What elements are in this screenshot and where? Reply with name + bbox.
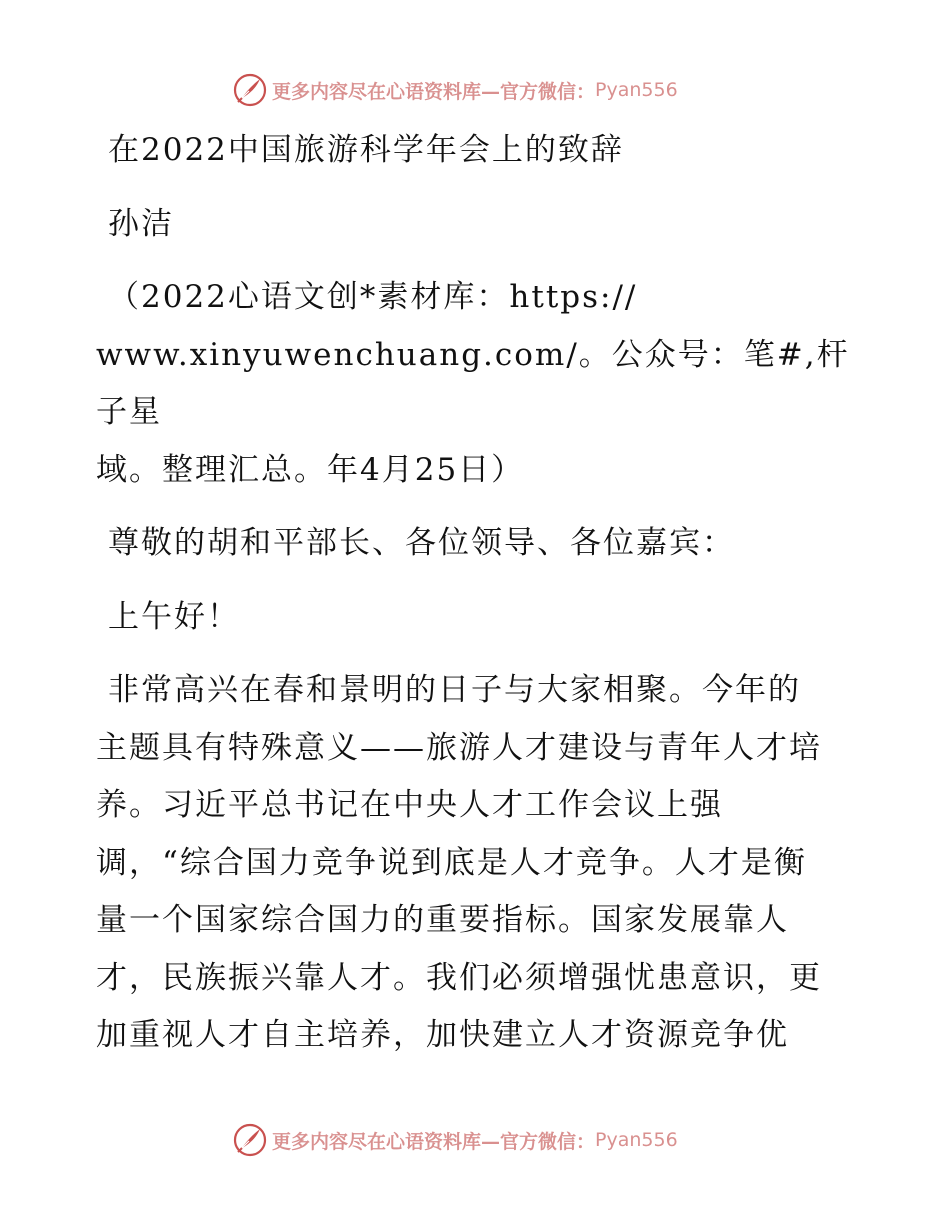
watermark-ad-text: 更多内容尽在心语资料库—官方微信：	[272, 1130, 596, 1153]
body-line: 养。习近平总书记在中央人才工作会议上强	[96, 787, 723, 823]
source-note	[96, 269, 856, 499]
document-title: 在2022中国旅游科学年会上的致辞	[108, 132, 624, 168]
body-line: 加重视人才自主培养，加快建立人才资源竞争优	[96, 1017, 789, 1053]
body-line: 调，“综合国力竞争说到底是人才竞争。人才是衡	[96, 844, 807, 881]
document-author: 孙洁	[108, 205, 174, 242]
body-line: 才，民族振兴靠人才。我们必须增强忧患意识，更	[96, 959, 822, 996]
greeting: 上午好！	[108, 598, 240, 635]
source-note-line: www.xinyuwenchuang.com/。公众号：笔#,杆子星	[96, 336, 850, 430]
watermark-ad-text: 更多内容尽在心语资料库—官方微信：	[272, 80, 596, 103]
header-watermark-banner	[232, 70, 732, 110]
watermark-wechat-id: Pyan556	[595, 79, 678, 101]
body-line: 量一个国家综合国力的重要指标。国家发展靠人	[96, 902, 789, 938]
body-line: 非常高兴在春和景明的日子与大家相聚。今年的	[108, 672, 801, 708]
watermark-wechat-id: Pyan556	[595, 1129, 678, 1151]
feather-pen-logo-icon	[232, 1122, 268, 1158]
footer-watermark-banner	[232, 1120, 732, 1160]
source-note-line: （2022心语文创*素材库：https://	[108, 279, 638, 315]
document-body	[96, 122, 856, 1081]
body-paragraph	[96, 662, 856, 1065]
feather-pen-logo-icon	[232, 72, 268, 108]
salutation: 尊敬的胡和平部长、各位领导、各位嘉宾：	[108, 525, 735, 561]
body-line: 主题具有特殊意义——旅游人才建设与青年人才培	[96, 729, 822, 766]
source-note-line: 域。整理汇总。年4月25日）	[96, 451, 525, 488]
